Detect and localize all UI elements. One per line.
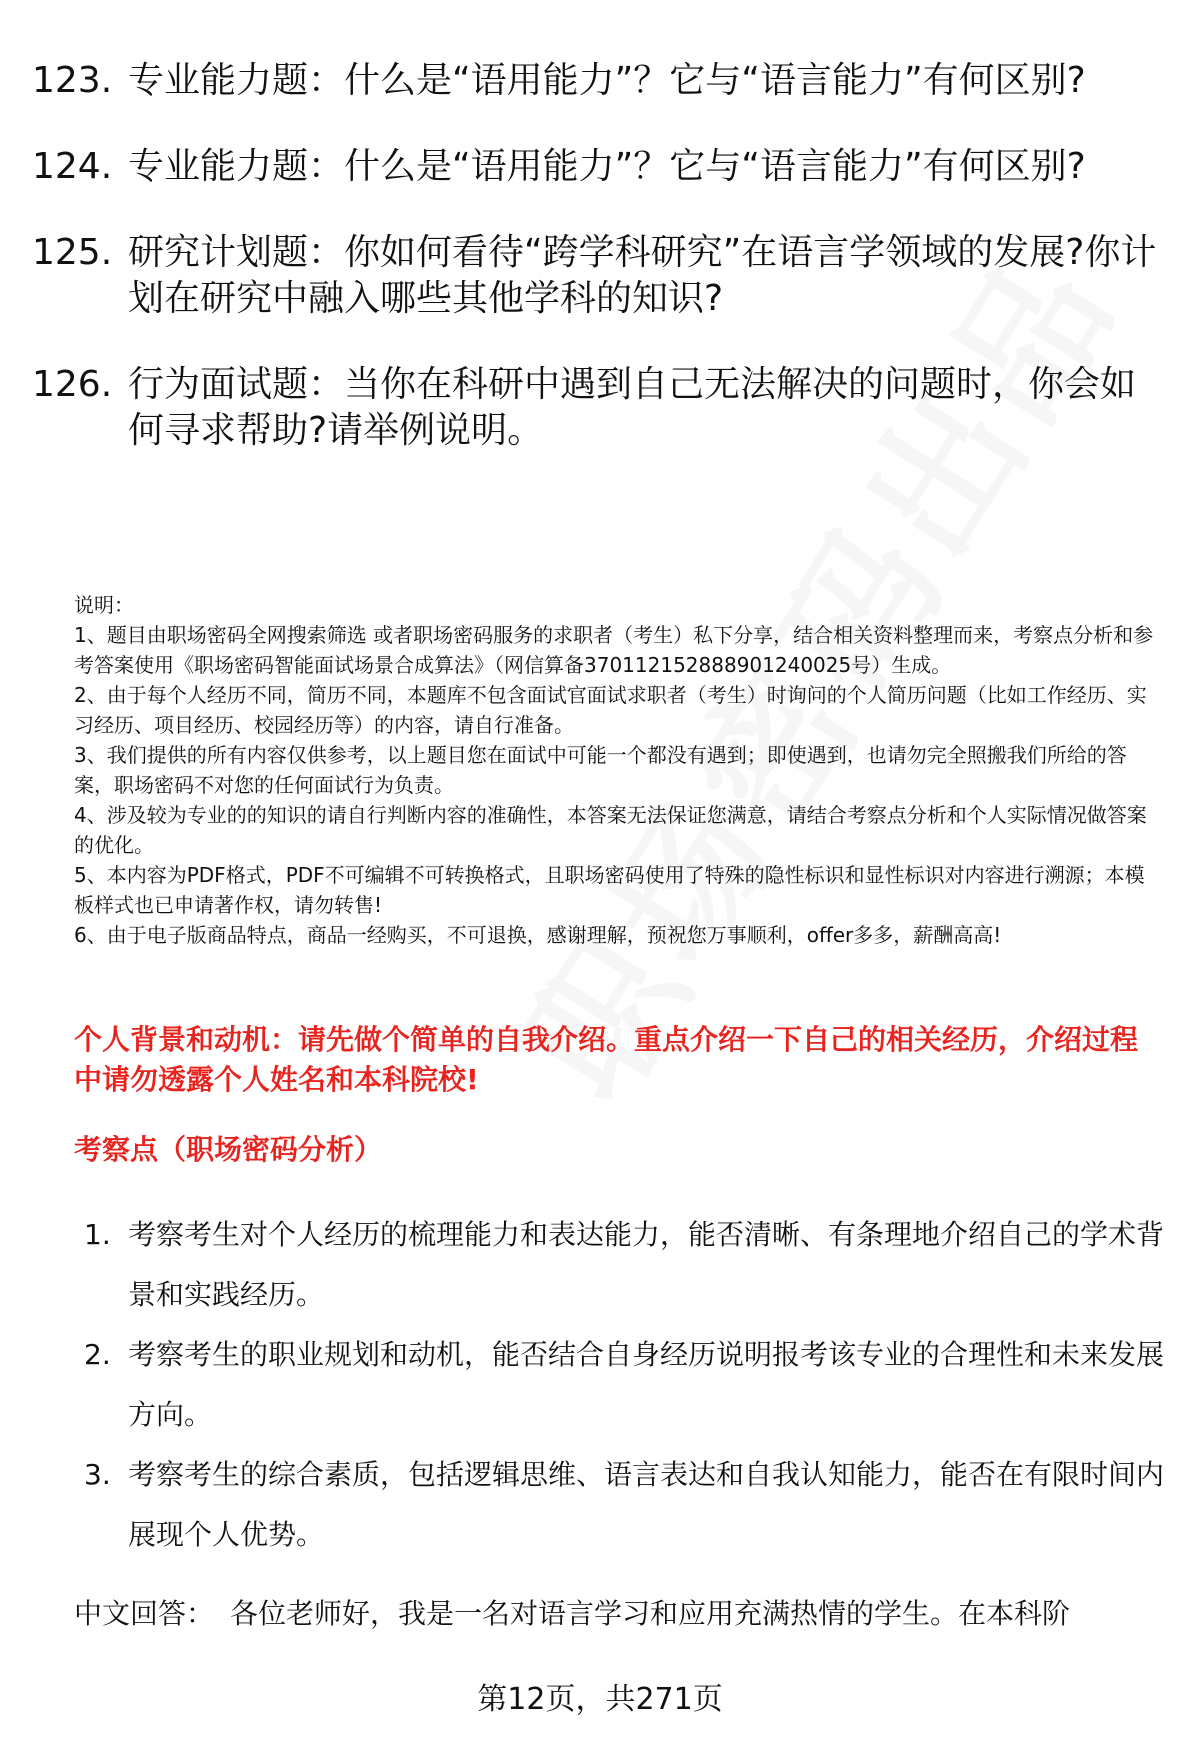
point-number: 1.	[84, 1218, 111, 1251]
question-number: 125.	[32, 232, 113, 273]
question-item	[32, 144, 1162, 190]
question-text: 专业能力题：什么是“语用能力”？它与“语言能力”有何区别?	[128, 60, 1086, 101]
page-footer: 第12页，共271页	[477, 1682, 723, 1717]
question-text: 专业能力题：什么是“语用能力”？它与“语言能力”有何区别?	[128, 146, 1086, 187]
note-item: 5、本内容为PDF格式，PDF不可编辑不可转换格式，且职场密码使用了特殊的隐性标识和显性标识对内容进行溯源；本模板样式也已申请著作权，请勿转售!	[74, 863, 1145, 917]
analysis-point	[84, 1325, 1164, 1445]
question-item	[32, 58, 1162, 104]
analysis-points	[84, 1205, 1164, 1565]
note-item: 2、由于每个人经历不同，简历不同，本题库不包含面试官面试求职者（考生）时询问的个人简历问题（比如工作经历、实习经历、项目经历、校园经历等）的内容，请自行准备。	[74, 683, 1147, 737]
motivation-question: 个人背景和动机：请先做个简单的自我介绍。重点介绍一下自己的相关经历，介绍过程中请勿透露个人姓名和本科院校!	[74, 1023, 1139, 1096]
notes-block	[74, 590, 1164, 950]
point-text: 考察考生的综合素质，包括逻辑思维、语言表达和自我认知能力，能否在有限时间内展现个人优势。	[128, 1458, 1165, 1551]
answer-text: 各位老师好，我是一名对语言学习和应用充满热情的学生。在本科阶	[230, 1597, 1071, 1630]
question-number: 123.	[32, 60, 113, 101]
question-number: 126.	[32, 364, 113, 405]
point-text: 考察考生的职业规划和动机，能否结合自身经历说明报考该专业的合理性和未来发展方向。	[128, 1338, 1165, 1431]
question-item	[32, 362, 1162, 454]
highlight-section	[74, 1020, 1164, 1170]
point-text: 考察考生对个人经历的梳理能力和表达能力，能否清晰、有条理地介绍自己的学术背景和实践经历。	[128, 1218, 1165, 1311]
question-text: 行为面试题：当你在科研中遇到自己无法解决的问题时，你会如何寻求帮助?请举例说明。	[128, 364, 1137, 451]
analysis-heading: 考察点（职场密码分析）	[74, 1133, 383, 1166]
note-item: 4、涉及较为专业的的知识的请自行判断内容的准确性，本答案无法保证您满意，请结合考察点分析和个人实际情况做答案的优化。	[74, 803, 1147, 857]
answer-block	[74, 1594, 1164, 1634]
note-item: 3、我们提供的所有内容仅供参考，以上题目您在面试中可能一个都没有遇到；即使遇到，也请勿完全照搬我们所给的答案，职场密码不对您的任何面试行为负责。	[74, 743, 1127, 797]
question-list	[32, 58, 1162, 494]
notes-title: 说明：	[74, 593, 134, 617]
note-item: 6、由于电子版商品特点，商品一经购买，不可退换，感谢理解，预祝您万事顺利，offer多多，薪酬高高!	[74, 923, 1002, 947]
point-number: 3.	[84, 1458, 111, 1491]
question-number: 124.	[32, 146, 113, 187]
analysis-point	[84, 1445, 1164, 1565]
answer-label: 中文回答：	[74, 1597, 215, 1630]
point-number: 2.	[84, 1338, 111, 1371]
question-item	[32, 230, 1162, 322]
note-item: 1、题目由职场密码全网搜索筛选 或者职场密码服务的求职者（考生）私下分享，结合相关资料整理而来，考察点分析和参考答案使用《职场密码智能面试场景合成算法》（网信算备370112152888901240025号）生成。	[74, 623, 1154, 677]
question-text: 研究计划题：你如何看待“跨学科研究”在语言学领域的发展?你计划在研究中融入哪些其他学科的知识?	[128, 232, 1157, 319]
analysis-point	[84, 1205, 1164, 1325]
